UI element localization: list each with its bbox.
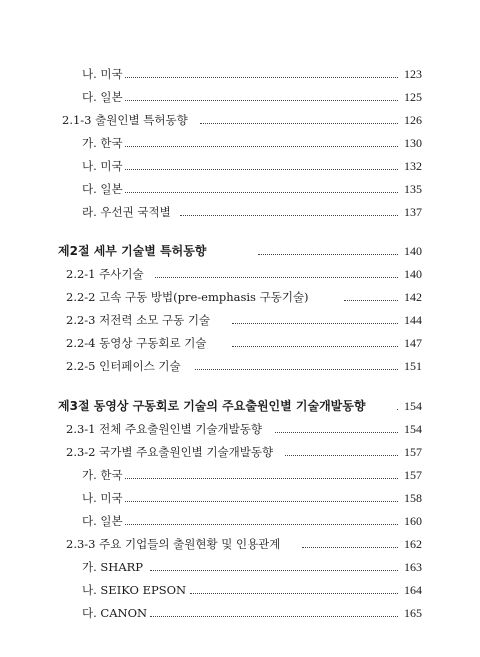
toc-entry	[0, 86, 480, 108]
toc-entry-page: 165	[404, 606, 422, 620]
toc-entry	[0, 579, 480, 601]
toc-entry-title: 나. 미국	[82, 159, 123, 173]
toc-entry-title: 나. 미국	[82, 67, 123, 81]
toc-entry	[0, 464, 480, 486]
toc-entry-page: 160	[404, 514, 422, 528]
toc-entry	[0, 155, 480, 177]
toc-leader-dots	[150, 616, 398, 617]
toc-leader-dots	[125, 501, 398, 502]
toc-entry-title: 2.2-5 인터페이스 기술	[66, 359, 181, 373]
toc-leader-dots	[125, 478, 398, 479]
toc-entry-page: 157	[404, 445, 422, 459]
toc-entry-title: 2.2-1 주사기술	[66, 267, 144, 281]
toc-entry-page: 164	[404, 583, 422, 597]
toc-entry-title: 2.2-2 고속 구동 방법(pre-emphasis 구동기술)	[66, 290, 309, 304]
toc-entry-title: 2.3-2 국가별 주요출원인별 기술개발동향	[66, 445, 274, 459]
toc-leader-dots	[302, 547, 398, 548]
toc-entry-page: 123	[404, 67, 422, 81]
toc-entry-title: 2.3-1 전체 주요출원인별 기술개발동향	[66, 422, 262, 436]
toc-leader-dots	[125, 524, 398, 525]
toc-entry-title: 2.2-3 저전력 소모 구동 기술	[66, 313, 211, 327]
toc-entry	[0, 510, 480, 532]
toc-section-title: 제2절 세부 기술별 특허동향	[58, 244, 207, 258]
toc-leader-dots	[232, 346, 398, 347]
toc-leader-dots	[190, 593, 398, 594]
toc-leader-dots	[125, 146, 398, 147]
toc-entry-page: 125	[404, 90, 422, 104]
toc-entry	[0, 201, 480, 223]
toc-section-heading	[0, 395, 480, 417]
toc-entry-page: 154	[404, 422, 422, 436]
toc-leader-dots	[125, 100, 398, 101]
toc-entry-title: 라. 우선권 국적별	[82, 205, 171, 219]
toc-entry-title: 다. 일본	[82, 514, 123, 528]
toc-entry-page: 130	[404, 136, 422, 150]
toc-entry	[0, 533, 480, 555]
toc-entry	[0, 109, 480, 131]
toc-leader-dots	[200, 123, 398, 124]
toc-entry-page: 140	[404, 267, 422, 281]
toc-entry-page: 140	[404, 244, 422, 258]
toc-leader-dots	[125, 192, 398, 193]
toc-entry-title: 다. 일본	[82, 182, 123, 196]
toc-entry-title: 가. SHARP	[82, 560, 144, 574]
toc-entry	[0, 355, 480, 377]
toc-leader-dots	[155, 277, 398, 278]
toc-leader-dots	[275, 432, 398, 433]
toc-entry-page: 151	[404, 359, 422, 373]
toc-entry-page: 158	[404, 491, 422, 505]
toc-entry	[0, 63, 480, 85]
toc-entry	[0, 441, 480, 463]
toc-entry-page: 163	[404, 560, 422, 574]
toc-entry-page: 126	[404, 113, 422, 127]
toc-entry	[0, 487, 480, 509]
toc-entry	[0, 332, 480, 354]
toc-entry-page: 147	[404, 336, 422, 350]
toc-leader-dots	[344, 300, 398, 301]
toc-leader-dots	[285, 455, 398, 456]
toc-entry	[0, 418, 480, 440]
toc-entry-title: 2.1-3 출원인별 특허동향	[62, 113, 188, 127]
toc-leader-dots	[232, 323, 398, 324]
toc-entry-page: 135	[404, 182, 422, 196]
toc-entry-page: 144	[404, 313, 422, 327]
toc-section-heading	[0, 240, 480, 262]
toc-entry	[0, 286, 480, 308]
toc-leader-dots	[125, 169, 398, 170]
toc-entry	[0, 309, 480, 331]
toc-entry-page: 132	[404, 159, 422, 173]
toc-entry	[0, 178, 480, 200]
toc-entry-title: 나. SEIKO EPSON	[82, 583, 187, 597]
toc-leader-dots	[180, 215, 398, 216]
toc-entry-page: 162	[404, 537, 422, 551]
toc-leader-dots	[397, 409, 398, 410]
toc-entry	[0, 556, 480, 578]
toc-entry-title: 2.3-3 주요 기업들의 출원현황 및 인용관계	[66, 537, 281, 551]
toc-leader-dots	[195, 369, 398, 370]
toc-entry-title: 다. CANON	[82, 606, 148, 620]
toc-entry-page: 142	[404, 290, 422, 304]
toc-entry-title: 가. 한국	[82, 136, 123, 150]
toc-entry-title: 가. 한국	[82, 468, 123, 482]
toc-section-title: 제3절 동영상 구동회로 기술의 주요출원인별 기술개발동향	[58, 399, 366, 413]
toc-entry-page: 154	[404, 399, 422, 413]
toc-entry	[0, 263, 480, 285]
toc-leader-dots	[150, 570, 398, 571]
toc-leader-dots	[258, 254, 398, 255]
toc-entry-title: 나. 미국	[82, 491, 123, 505]
toc-entry	[0, 132, 480, 154]
toc-entry-page: 157	[404, 468, 422, 482]
toc-entry-title: 2.2-4 동영상 구동회로 기술	[66, 336, 207, 350]
toc-leader-dots	[125, 77, 398, 78]
toc-entry	[0, 602, 480, 624]
toc-entry-page: 137	[404, 205, 422, 219]
toc-entry-title: 다. 일본	[82, 90, 123, 104]
